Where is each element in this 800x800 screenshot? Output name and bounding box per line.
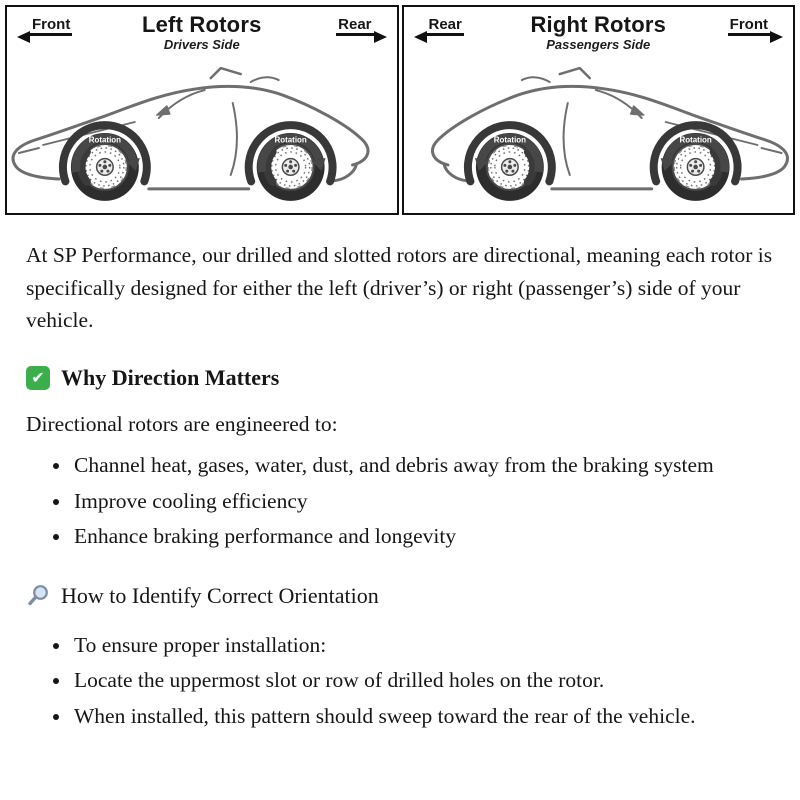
front-direction-arrow	[728, 16, 783, 36]
rotation-label: Rotation	[678, 135, 712, 145]
check-icon: ✔	[26, 366, 50, 390]
arrow-right-icon	[770, 31, 783, 43]
direction-label: Rear	[427, 16, 464, 36]
car-diagram-left	[7, 61, 397, 213]
intro-paragraph: At SP Performance, our drilled and slotted rotors are directional, meaning each rotor is specifically designed for either the left (driver’s) or right (passenger’s) side of your vehicle.	[26, 243, 773, 333]
left-panel-header	[7, 7, 397, 57]
front-direction-arrow	[17, 16, 72, 36]
panel-title: Left Rotors	[141, 12, 262, 37]
list-item: • Locate the uppermost slot or row of drilled holes on the rotor.	[72, 664, 774, 697]
rotation-label: Rotation	[493, 135, 526, 145]
why-direction-matters-heading	[26, 361, 774, 394]
magnifier-icon	[26, 583, 51, 608]
list-item: • Channel heat, gases, water, dust, and debris away from the braking system	[72, 449, 774, 482]
identify-orientation-heading	[26, 579, 774, 612]
direction-label: Front	[728, 16, 770, 36]
rotor-direction-diagram	[0, 0, 800, 215]
list-item: • Improve cooling efficiency	[72, 485, 774, 518]
panel-title: Right Rotors	[530, 12, 667, 37]
rear-direction-arrow	[336, 16, 386, 36]
right-rotors-panel	[402, 5, 796, 215]
arrow-left-icon	[414, 31, 427, 43]
arrow-right-icon	[374, 31, 387, 43]
car-body-mirrored	[432, 68, 787, 201]
arrow-left-icon	[17, 31, 30, 43]
rotation-label: Rotation	[274, 135, 307, 145]
list-item: • Enhance braking performance and longevity	[72, 520, 774, 553]
engineered-lead: Directional rotors are engineered to:	[26, 412, 338, 437]
rotation-label: Rotation	[88, 135, 122, 145]
panel-subtitle: Drivers Side	[163, 37, 240, 53]
panel-subtitle: Passengers Side	[546, 37, 651, 53]
article-content	[0, 215, 800, 759]
car-diagram-right	[404, 61, 794, 213]
identify-bullet-list	[26, 629, 774, 733]
list-item: • When installed, this pattern should sweep toward the rear of the vehicle.	[72, 700, 774, 733]
heading-text: Why Direction Matters	[61, 365, 280, 391]
list-item: • To ensure proper installation:	[72, 629, 774, 662]
why-bullet-list	[26, 449, 774, 553]
heading-text: How to Identify Correct Orientation	[61, 583, 379, 609]
direction-label: Front	[30, 16, 72, 36]
rear-direction-arrow	[414, 16, 464, 36]
right-panel-header	[404, 7, 794, 57]
direction-label: Rear	[336, 16, 373, 36]
left-rotors-panel	[5, 5, 399, 215]
